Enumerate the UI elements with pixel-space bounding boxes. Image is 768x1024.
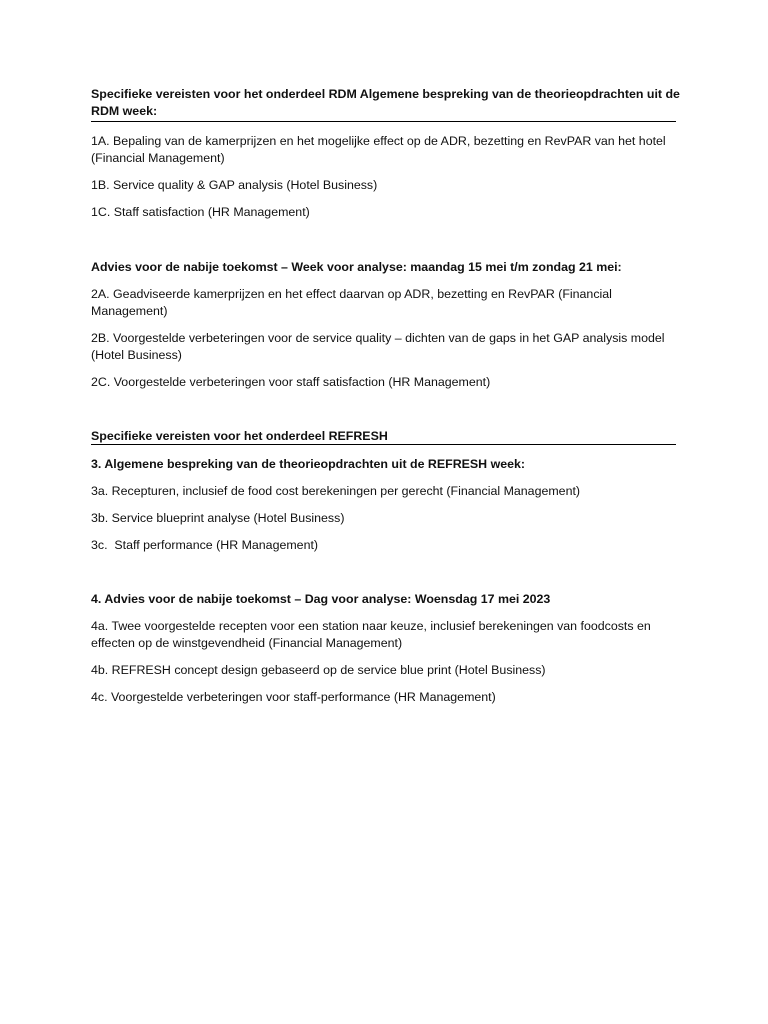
rdm-section-heading: Specifieke vereisten voor het onderdeel RDM Algemene bespreking van de theorieopdrachten uit de RDM week: <box>91 87 680 118</box>
list-item-2a: 2A. Geadviseerde kamerprijzen en het effect daarvan op ADR, bezetting en RevPAR (Financial Management) <box>91 287 612 318</box>
list-item-4c: 4c. Voorgestelde verbeteringen voor staff-performance (HR Management) <box>91 690 496 704</box>
list-item-1a: 1A. Bepaling van de kamerprijzen en het mogelijke effect op de ADR, bezetting en RevPAR van het hotel (Financial Management) <box>91 134 666 165</box>
refresh-subheading: 3. Algemene bespreking van de theorieopdrachten uit de REFRESH week: <box>91 457 526 471</box>
list-item-3c: 3c. Staff performance (HR Management) <box>91 538 319 552</box>
list-item-2c: 2C. Voorgestelde verbeteringen voor staff satisfaction (HR Management) <box>91 375 491 389</box>
list-item-3b: 3b. Service blueprint analyse (Hotel Business) <box>91 511 345 525</box>
list-item-3a: 3a. Recepturen, inclusief de food cost berekeningen per gerecht (Financial Management) <box>91 484 581 498</box>
rdm-heading-underline <box>91 121 676 122</box>
advies-refresh-heading: 4. Advies voor de nabije toekomst – Dag voor analyse: Woensdag 17 mei 2023 <box>91 592 551 606</box>
list-item-1c: 1C. Staff satisfaction (HR Management) <box>91 205 310 219</box>
refresh-heading-underline <box>91 444 676 445</box>
list-item-4a: 4a. Twee voorgestelde recepten voor een station naar keuze, inclusief berekeningen van foodcosts en effecten op de winstgevendheid (Financial Management) <box>91 619 651 650</box>
list-item-4b: 4b. REFRESH concept design gebaseerd op de service blue print (Hotel Business) <box>91 663 546 677</box>
advies-rdm-heading: Advies voor de nabije toekomst – Week voor analyse: maandag 15 mei t/m zondag 21 mei: <box>91 260 622 274</box>
list-item-2b: 2B. Voorgestelde verbeteringen voor de service quality – dichten van de gaps in het GAP analysis model (Hotel Business) <box>91 331 665 362</box>
refresh-section-heading: Specifieke vereisten voor het onderdeel REFRESH <box>91 429 388 443</box>
list-item-1b: 1B. Service quality & GAP analysis (Hotel Business) <box>91 178 378 192</box>
